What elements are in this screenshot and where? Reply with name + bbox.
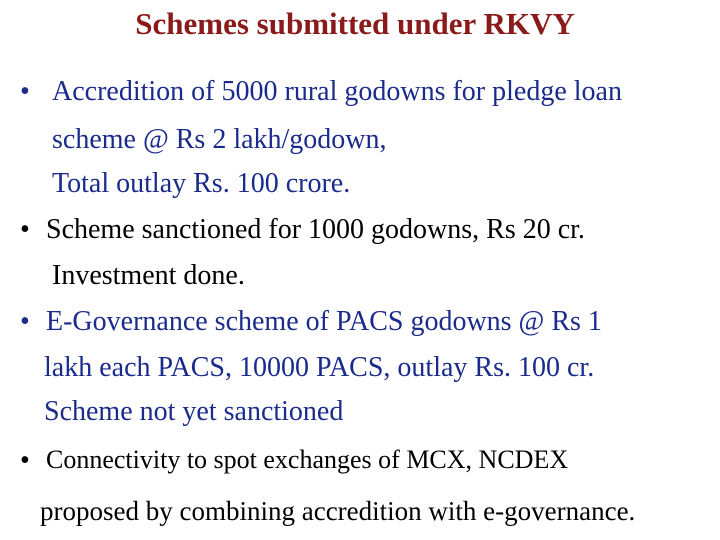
bullet-4-line-1: Connectivity to spot exchanges of MCX, NCDEX <box>46 445 569 474</box>
bullet-marker: • <box>20 76 30 107</box>
bullet-2-line-2: Investment done. <box>52 260 245 291</box>
bullet-2-line-1: Scheme sanctioned for 1000 godowns, Rs 20 cr. <box>46 214 585 245</box>
bullet-marker: • <box>20 306 30 337</box>
bullet-3-line-1: E-Governance scheme of PACS godowns @ Rs 1 <box>46 306 602 337</box>
slide-title: Schemes submitted under RKVY <box>135 6 575 41</box>
bullet-3-line-3: Scheme not yet sanctioned <box>44 396 344 427</box>
bullet-3-line-2: lakh each PACS, 10000 PACS, outlay Rs. 100 cr. <box>44 352 595 383</box>
bullet-1-line-2: scheme @ Rs 2 lakh/godown, <box>52 124 387 155</box>
bullet-4-line-2: proposed by combining accredition with e-governance. <box>40 496 636 526</box>
bullet-1-line-1: Accredition of 5000 rural godowns for pledge loan <box>52 76 622 107</box>
bullet-marker: • <box>20 445 30 476</box>
bullet-1-line-3: Total outlay Rs. 100 crore. <box>52 168 351 199</box>
bullet-marker: • <box>20 214 30 245</box>
